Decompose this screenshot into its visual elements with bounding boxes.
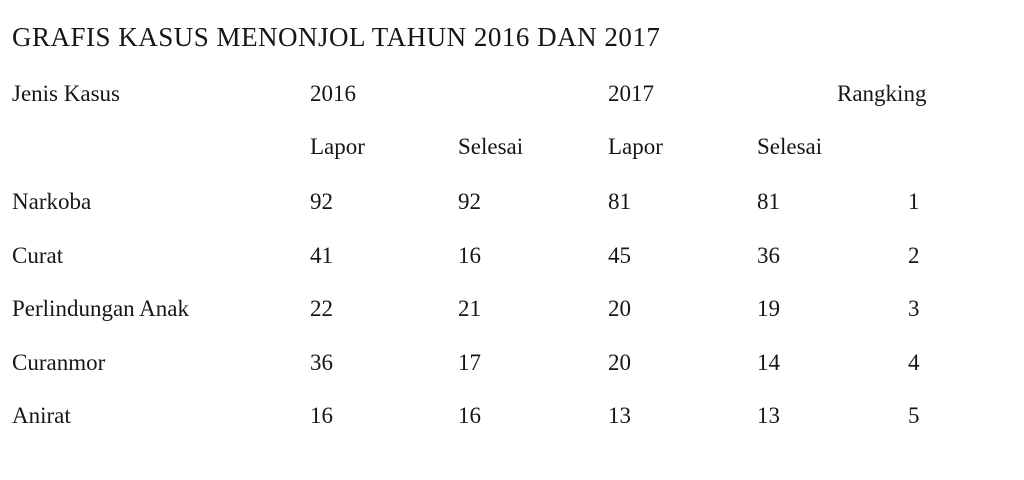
cell-rangking: 5	[908, 403, 920, 428]
cell-rangking: 3	[908, 296, 920, 321]
cell-lapor-2016: 92	[310, 189, 333, 214]
table-row-curanmor	[0, 350, 1024, 378]
cell-selesai-2016: 21	[458, 296, 481, 321]
subheader-lapor-2016: Lapor	[310, 134, 365, 159]
cell-selesai-2017: 19	[757, 296, 780, 321]
document-title: GRAFIS KASUS MENONJOL TAHUN 2016 DAN 2017	[12, 22, 661, 52]
subheader-selesai-2016: Selesai	[458, 134, 524, 159]
cell-rangking: 2	[908, 243, 920, 268]
header-year-2016: 2016	[310, 81, 356, 106]
table-header-row-sub	[0, 134, 1024, 162]
table-row-curat	[0, 243, 1024, 271]
header-year-2017: 2017	[608, 81, 654, 106]
cell-lapor-2016: 22	[310, 296, 333, 321]
cell-lapor-2016: 41	[310, 243, 333, 268]
cell-jenis: Curat	[12, 243, 64, 268]
header-jenis-kasus: Jenis Kasus	[12, 81, 120, 106]
cell-lapor-2016: 16	[310, 403, 333, 428]
cell-rangking: 1	[908, 189, 920, 214]
subheader-lapor-2017: Lapor	[608, 134, 663, 159]
cell-jenis: Perlindungan Anak	[12, 296, 189, 321]
cell-jenis: Curanmor	[12, 350, 106, 375]
cell-lapor-2016: 36	[310, 350, 333, 375]
cell-selesai-2016: 92	[458, 189, 481, 214]
header-rangking: Rangking	[837, 81, 927, 106]
cell-selesai-2016: 17	[458, 350, 481, 375]
cell-selesai-2017: 14	[757, 350, 780, 375]
cell-selesai-2016: 16	[458, 243, 481, 268]
cell-jenis: Anirat	[12, 403, 71, 428]
cell-lapor-2017: 81	[608, 189, 631, 214]
cell-lapor-2017: 13	[608, 403, 631, 428]
cell-selesai-2016: 16	[458, 403, 481, 428]
cell-selesai-2017: 36	[757, 243, 780, 268]
cell-selesai-2017: 13	[757, 403, 780, 428]
subheader-selesai-2017: Selesai	[757, 134, 823, 159]
table-row-perlindungan-anak	[0, 296, 1024, 324]
cell-jenis: Narkoba	[12, 189, 92, 214]
cell-selesai-2017: 81	[757, 189, 780, 214]
table-row-anirat	[0, 403, 1024, 431]
cell-lapor-2017: 20	[608, 296, 631, 321]
cell-rangking: 4	[908, 350, 920, 375]
table-header-row-years	[0, 81, 1024, 109]
table-row-narkoba	[0, 189, 1024, 217]
cell-lapor-2017: 20	[608, 350, 631, 375]
cell-lapor-2017: 45	[608, 243, 631, 268]
